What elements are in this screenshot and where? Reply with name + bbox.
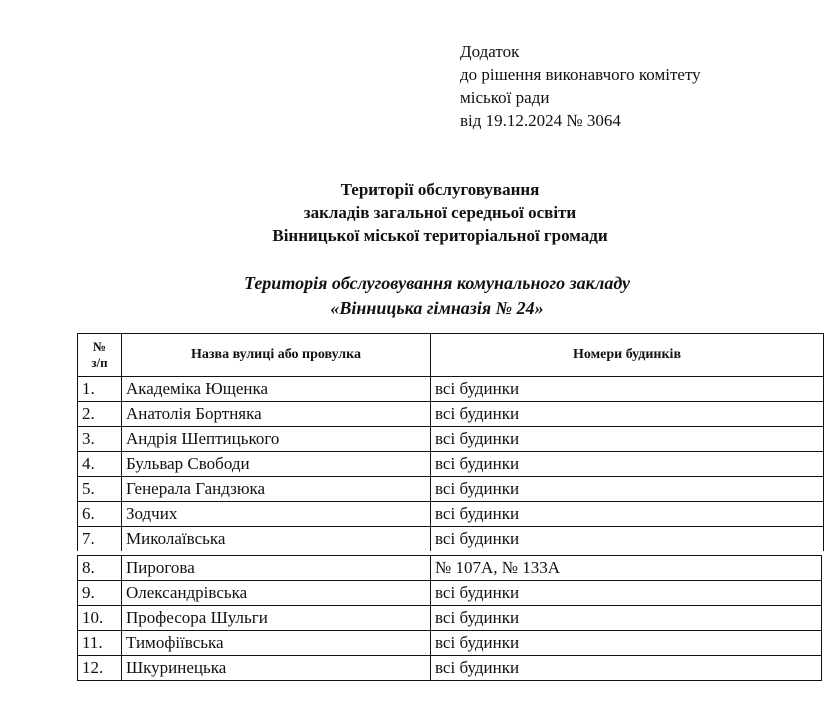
row-number: 9. <box>78 581 122 606</box>
header-number-abbr: з/п <box>91 355 108 370</box>
streets-table <box>77 333 824 551</box>
row-street-name: Зодчих <box>122 502 431 527</box>
annex-date-number: від 19.12.2024 № 3064 <box>460 111 621 130</box>
annex-header <box>460 40 701 132</box>
subtitle-line-2: «Вінницька гімназія № 24» <box>330 298 544 318</box>
annex-decision: до рішення виконавчого комітету <box>460 65 701 84</box>
subtitle-line-1: Територія обслуговування комунального закладу <box>243 273 631 293</box>
row-house-numbers: всі будинки <box>431 581 822 606</box>
row-street-name: Андрія Шептицького <box>122 427 431 452</box>
table-header-row <box>78 334 824 377</box>
annex-label: Додаток <box>460 42 520 61</box>
header-number-symbol: № <box>92 339 107 354</box>
streets-table-continued <box>77 555 822 681</box>
table-row <box>78 377 824 402</box>
row-house-numbers: всі будинки <box>431 527 824 552</box>
row-street-name: Професора Шульги <box>122 606 431 631</box>
title-line-1: Території обслуговування <box>340 180 540 199</box>
row-street-name: Олександрівська <box>122 581 431 606</box>
table-row <box>78 502 824 527</box>
title-line-3: Вінницької міської територіальної громади <box>272 226 608 245</box>
table-row <box>78 527 824 552</box>
row-number: 3. <box>78 427 122 452</box>
row-house-numbers: всі будинки <box>431 477 824 502</box>
table-row <box>78 631 822 656</box>
header-houses: Номери будинків <box>431 334 824 377</box>
row-number: 5. <box>78 477 122 502</box>
row-number: 4. <box>78 452 122 477</box>
row-house-numbers: всі будинки <box>431 377 824 402</box>
row-house-numbers: всі будинки <box>431 452 824 477</box>
row-house-numbers: всі будинки <box>431 606 822 631</box>
table-row <box>78 402 824 427</box>
table-row <box>78 656 822 681</box>
document-subtitle <box>0 271 830 321</box>
row-number: 1. <box>78 377 122 402</box>
row-street-name: Академіка Ющенка <box>122 377 431 402</box>
row-street-name: Пирогова <box>122 556 431 581</box>
table-row <box>78 427 824 452</box>
table-row <box>78 477 824 502</box>
row-street-name: Шкуринецька <box>122 656 431 681</box>
table-row <box>78 606 822 631</box>
row-number: 11. <box>78 631 122 656</box>
row-house-numbers: всі будинки <box>431 402 824 427</box>
row-street-name: Анатолія Бортняка <box>122 402 431 427</box>
row-number: 8. <box>78 556 122 581</box>
row-house-numbers: всі будинки <box>431 427 824 452</box>
row-street-name: Тимофіївська <box>122 631 431 656</box>
row-house-numbers: № 107А, № 133А <box>431 556 822 581</box>
row-number: 7. <box>78 527 122 552</box>
row-number: 6. <box>78 502 122 527</box>
row-street-name: Генерала Гандзюка <box>122 477 431 502</box>
row-street-name: Бульвар Свободи <box>122 452 431 477</box>
row-number: 2. <box>78 402 122 427</box>
row-number: 12. <box>78 656 122 681</box>
table-row <box>78 556 822 581</box>
row-house-numbers: всі будинки <box>431 631 822 656</box>
row-house-numbers: всі будинки <box>431 502 824 527</box>
annex-council: міської ради <box>460 88 550 107</box>
row-street-name: Миколаївська <box>122 527 431 552</box>
row-house-numbers: всі будинки <box>431 656 822 681</box>
row-number: 10. <box>78 606 122 631</box>
title-line-2: закладів загальної середньої освіти <box>303 203 577 222</box>
table-row <box>78 581 822 606</box>
header-street: Назва вулиці або провулка <box>122 334 431 377</box>
document-title <box>0 178 830 247</box>
table-row <box>78 452 824 477</box>
header-number <box>78 334 122 377</box>
